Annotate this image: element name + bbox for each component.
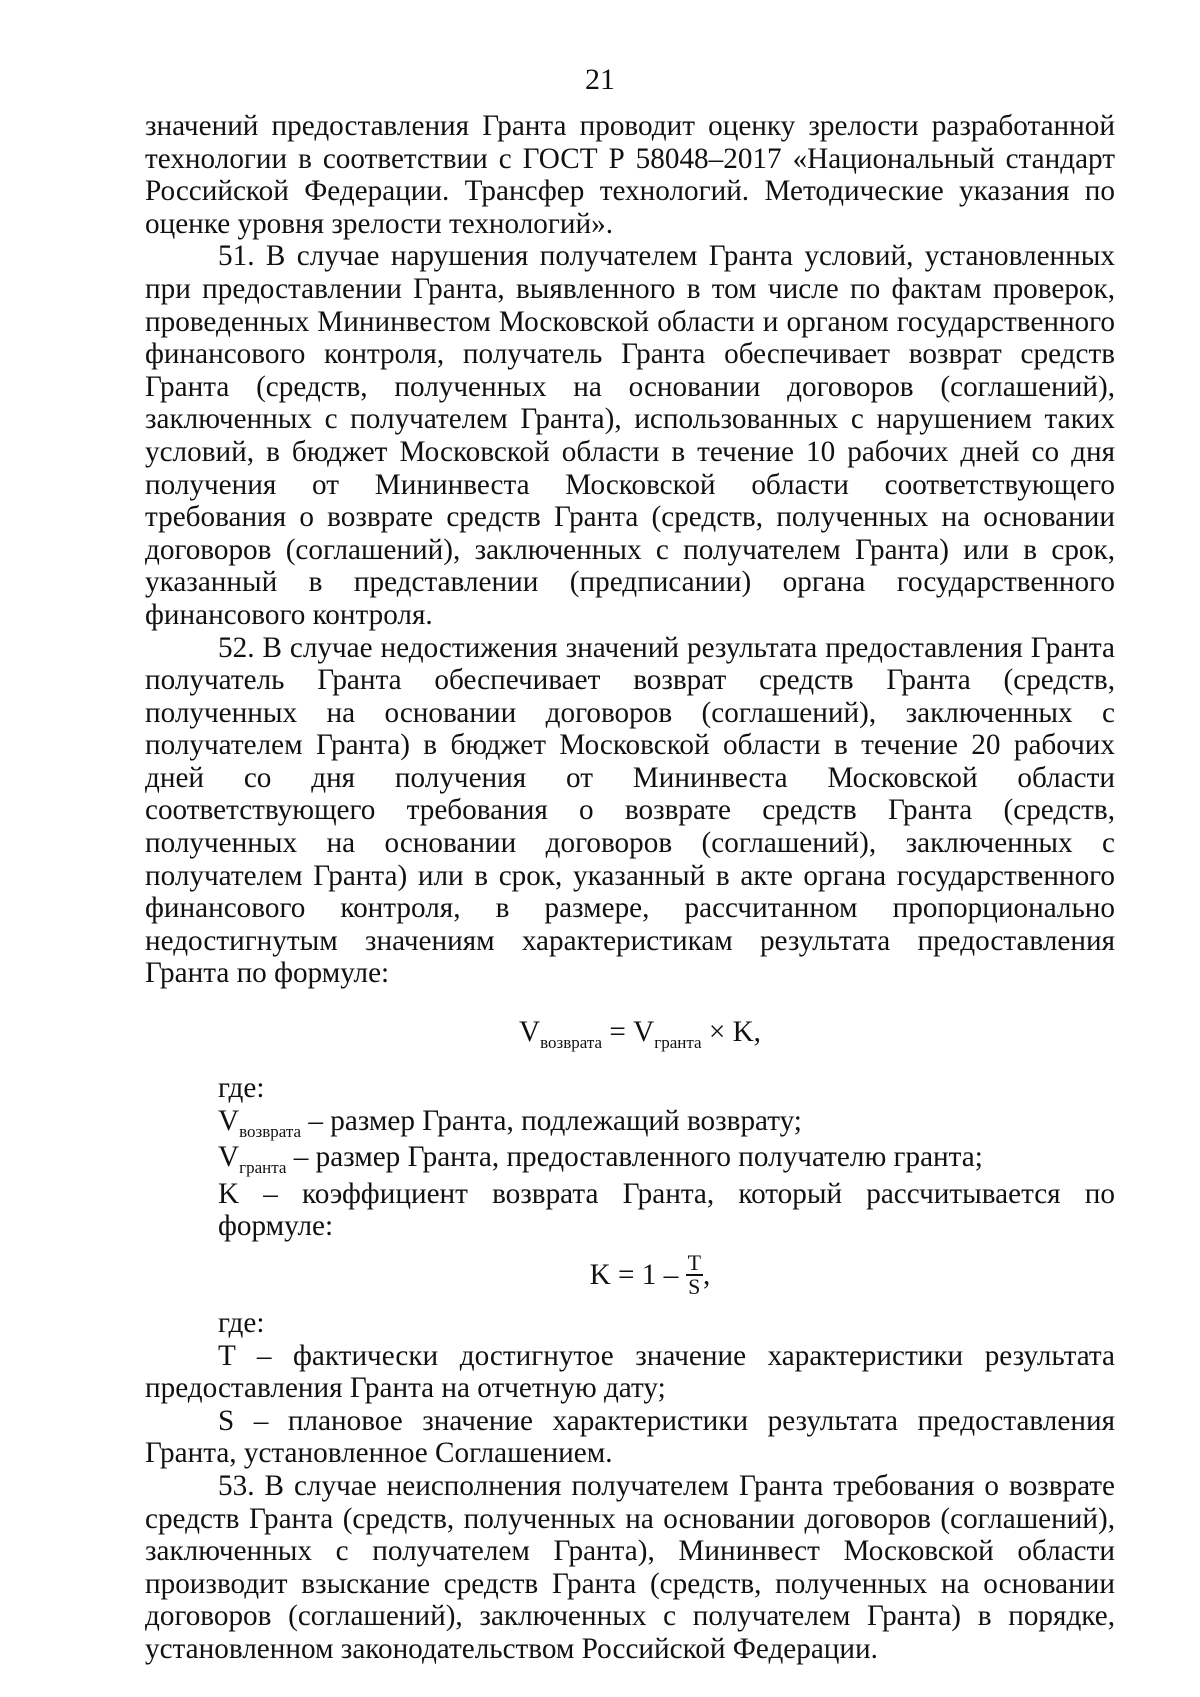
def-v-grant-text: – размер Гранта, предоставленного получателю гранта; bbox=[286, 1141, 983, 1174]
formula-equals: = bbox=[602, 1016, 634, 1049]
formula-sub-return: возврата bbox=[540, 1033, 603, 1053]
def-v-return-symbol: V bbox=[218, 1104, 240, 1137]
formula-fraction bbox=[686, 1252, 703, 1298]
definition-t: T – фактически достигнутое значение характеристики результата предоставления Гранта на отчетную дату; bbox=[145, 1339, 1115, 1405]
def-v-grant-sub: гранта bbox=[239, 1158, 287, 1178]
definition-v-grant bbox=[145, 1141, 1115, 1178]
def-v-return-text: – размер Гранта, подлежащий возврату; bbox=[301, 1104, 802, 1137]
formula-times-k: × K, bbox=[701, 1016, 761, 1049]
paragraph-52: 52. В случае недостижения значений результата предоставления Гранта получатель Гранта обеспечивает возврат средств Гранта (средств, полученных на основании договоров (соглашений), заключенных с получателем Гранта) в бюджет Московской области в течение 20 рабочих дней со дня получения от Мининвеста Московской области соответствующего требования о возврате средств Гранта (средств, полученных на основании договоров (соглашений), заключенных с получателем Гранта) или в срок, указанный в акте органа государственного финансового контроля, в размере, рассчитанном пропорционально недостигнутым значениям характеристикам результата предоставления Гранта по формуле: bbox=[145, 631, 1115, 990]
page-number: 21 bbox=[585, 63, 615, 96]
formula-coefficient bbox=[185, 1247, 1115, 1303]
formula-return-amount bbox=[165, 1012, 1115, 1056]
def-v-return-sub: возврата bbox=[239, 1121, 302, 1141]
definition-v-return bbox=[145, 1105, 1115, 1142]
formula-k-lhs: K = 1 – bbox=[589, 1259, 686, 1291]
fraction-numerator: T bbox=[687, 1250, 702, 1276]
paragraph-intro: значений предоставления Гранта проводит оценку зрелости разработанной технологии в соответствии с ГОСТ Р 58048–2017 «Национальный стандарт Российской Федерации. Трансфер технологий. Методические указания по оценке уровня зрелости технологий». bbox=[145, 110, 1115, 240]
definition-s: S – плановое значение характеристики результата предоставления Гранта, установленное Соглашением. bbox=[145, 1404, 1115, 1470]
where-label-1: где: bbox=[218, 1072, 265, 1105]
formula-k-tail: , bbox=[703, 1259, 711, 1291]
fraction-denominator: S bbox=[688, 1274, 701, 1300]
where-label-2: где: bbox=[218, 1307, 265, 1339]
paragraph-51: 51. В случае нарушения получателем Гранта условий, установленных при предоставлении Гранта, выявленного в том числе по фактам проверок, проведенных Мининвестом Московской области и органом государственного финансового контроля, получатель Гранта обеспечивает возврат средств Гранта (средств, полученных на основании договоров (соглашений), заключенных с получателем Гранта), использованных с нарушением таких условий, в бюджет Московской области в течение 10 рабочих дней со дня получения от Мининвеста Московской области соответствующего требования о возврате средств Гранта (средств, полученных на основании договоров (соглашений), заключенных с получателем Гранта) или в срок, указанный в представлении (предписании) органа государственного финансового контроля. bbox=[145, 240, 1115, 631]
formula-sub-grant: гранта bbox=[654, 1033, 702, 1053]
formula-v-grant: V bbox=[633, 1016, 655, 1049]
def-v-grant-symbol: V bbox=[218, 1141, 240, 1174]
definition-k: K – коэффициент возврата Гранта, который рассчитывается по формуле: bbox=[218, 1177, 1115, 1243]
formula-v-return: V bbox=[519, 1016, 541, 1049]
paragraph-53: 53. В случае неисполнения получателем Гранта требования о возврате средств Гранта (средств, полученных на основании договоров (соглашений), заключенных с получателем Гранта), Мининвест Московской области производит взыскание средств Гранта (средств, полученных на основании договоров (соглашений), заключенных с получателем Гранта) в порядке, установленном законодательством Российской Федерации. bbox=[145, 1469, 1115, 1665]
document-body bbox=[145, 110, 1115, 1666]
